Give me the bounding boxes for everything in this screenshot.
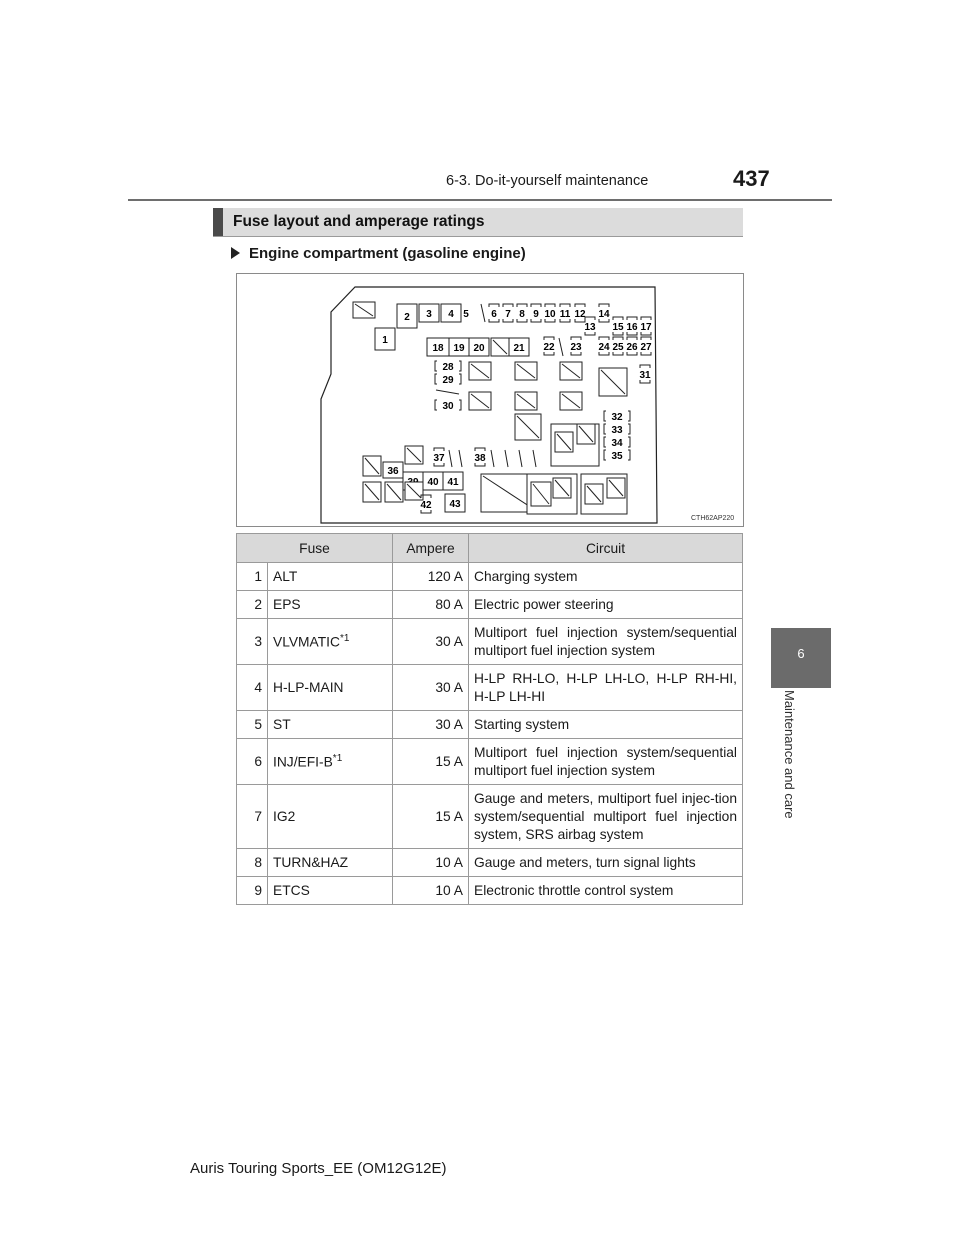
circuit-cell: Starting system	[469, 711, 743, 739]
section-heading: 6-3. Do-it-yourself maintenance	[446, 173, 649, 189]
page-number: 437	[733, 166, 770, 191]
table-row	[237, 711, 743, 739]
fuse-number-label: 16	[626, 322, 638, 333]
circuit-cell: Multiport fuel injection system/sequential multiport fuel injection system	[469, 619, 743, 665]
fuse-name: ALT	[273, 569, 298, 584]
triangle-bullet-icon	[231, 247, 240, 259]
section-title-bar	[213, 208, 743, 237]
chapter-number: 6	[797, 646, 805, 661]
fuse-number-label: 15	[612, 322, 624, 333]
circuit-cell: Multiport fuel injection system/sequential multiport fuel injection system	[469, 739, 743, 785]
fuse-number-cell: 1	[237, 563, 268, 591]
fuse-number-label: 38	[474, 453, 486, 464]
fuse-number-label: 25	[612, 342, 624, 353]
fuse-number-cell: 4	[237, 665, 268, 711]
fuse-number-cell: 6	[237, 739, 268, 785]
fuse-name: TURN&HAZ	[273, 855, 349, 870]
circuit-cell: Electronic throttle control system	[469, 877, 743, 905]
fuse-number-label: 36	[387, 466, 399, 477]
fuse-number-label: 27	[640, 342, 652, 353]
fuse-number-label: 2	[404, 312, 410, 323]
fuse-number-label: 21	[513, 343, 525, 354]
chapter-label	[781, 690, 797, 850]
fuse-name-cell	[268, 591, 393, 619]
circuit-cell: Electric power steering	[469, 591, 743, 619]
fuse-number-label: 33	[611, 425, 623, 436]
fuse-number-label: 29	[442, 375, 454, 386]
fuse-number-cell: 5	[237, 711, 268, 739]
fuse-number-label: 1	[382, 335, 388, 346]
subheading-text: Engine compartment (gasoline engine)	[249, 245, 526, 262]
fuse-name-cell	[268, 665, 393, 711]
table-header-row	[237, 534, 743, 563]
footnote-marker: *1	[339, 633, 350, 645]
fuse-number-label: 40	[427, 477, 439, 488]
fuse-number-label: 17	[640, 322, 652, 333]
fuse-number-label: 32	[611, 412, 623, 423]
ampere-cell: 30 A	[393, 711, 469, 739]
header-rule	[128, 199, 832, 201]
table-row	[237, 849, 743, 877]
fuse-box-figure	[236, 273, 744, 527]
fuse-number-label: 26	[626, 342, 638, 353]
fuse-number-label: 31	[639, 370, 651, 381]
fuse-number-label: 18	[432, 343, 444, 354]
column-header-circuit: Circuit	[469, 534, 743, 563]
fuse-number-cell: 2	[237, 591, 268, 619]
fuse-number-label: 20	[473, 343, 485, 354]
fuse-table	[236, 533, 743, 905]
fuse-number-cell: 8	[237, 849, 268, 877]
fuse-number-label: 13	[584, 322, 596, 333]
fuse-name-cell	[268, 619, 393, 665]
column-header-ampere: Ampere	[393, 534, 469, 563]
ampere-cell: 10 A	[393, 877, 469, 905]
footnote-marker: *1	[332, 753, 343, 765]
fuse-name: ST	[273, 717, 291, 732]
fuse-number-label: 12	[574, 309, 586, 320]
fuse-number-label: 34	[611, 438, 623, 449]
fuse-number-label: 10	[544, 309, 556, 320]
figure-code: CTH62AP220	[691, 515, 735, 522]
column-header-fuse: Fuse	[237, 534, 393, 563]
fuse-number-label: 19	[453, 343, 465, 354]
fuse-number-cell: 7	[237, 785, 268, 849]
fuse-number-label: 4	[448, 309, 454, 320]
ampere-cell: 30 A	[393, 619, 469, 665]
fuse-name-cell	[268, 739, 393, 785]
table-row	[237, 877, 743, 905]
fuse-name: VLVMATIC	[273, 634, 340, 650]
fuse-number-label: 5	[463, 309, 469, 320]
table-row	[237, 785, 743, 849]
ampere-cell: 120 A	[393, 563, 469, 591]
ampere-cell: 10 A	[393, 849, 469, 877]
fuse-number-label: 3	[426, 309, 432, 320]
fuse-box-diagram	[237, 274, 743, 526]
fuse-name: ETCS	[273, 883, 310, 898]
table-row	[237, 591, 743, 619]
fuse-number-label: 14	[598, 309, 610, 320]
fuse-number-label: 6	[491, 309, 497, 320]
fuse-name: IG2	[273, 809, 296, 824]
circuit-cell: Gauge and meters, multiport fuel injec-tion system/sequential multiport fuel injection system, SRS airbag system	[469, 785, 743, 849]
fuse-number-label: 35	[611, 451, 623, 462]
section-title: Fuse layout and amperage ratings	[233, 213, 485, 230]
table-row	[237, 739, 743, 785]
fuse-number-label: 43	[449, 499, 461, 510]
fuse-number-label: 11	[559, 309, 571, 320]
table-row	[237, 665, 743, 711]
fuse-number-label: 9	[533, 309, 539, 320]
fuse-number-label: 8	[519, 309, 525, 320]
ampere-cell: 80 A	[393, 591, 469, 619]
fuse-name-cell	[268, 785, 393, 849]
fuse-number-cell: 3	[237, 619, 268, 665]
fuse-name-cell	[268, 849, 393, 877]
table-row	[237, 563, 743, 591]
fuse-number-label: 28	[442, 362, 454, 373]
fuse-number-label: 30	[442, 401, 454, 412]
fuse-name-cell	[268, 877, 393, 905]
fuse-name-cell	[268, 711, 393, 739]
fuse-number-label: 24	[598, 342, 610, 353]
fuse-number-label: 37	[433, 453, 445, 464]
fuse-name: H-LP-MAIN	[273, 680, 344, 695]
fuse-number-label: 23	[570, 342, 582, 353]
subheading	[231, 245, 526, 262]
circuit-cell: Charging system	[469, 563, 743, 591]
ampere-cell: 15 A	[393, 739, 469, 785]
ampere-cell: 30 A	[393, 665, 469, 711]
circuit-cell: Gauge and meters, turn signal lights	[469, 849, 743, 877]
fuse-number-label: 7	[505, 309, 511, 320]
table-row	[237, 619, 743, 665]
fuse-name: EPS	[273, 597, 301, 612]
fuse-number-cell: 9	[237, 877, 268, 905]
fuse-number-label: 41	[447, 477, 459, 488]
fuse-number-label: 42	[420, 500, 432, 511]
footer-model: Auris Touring Sports_EE (OM12G12E)	[190, 1160, 447, 1177]
circuit-cell: H-LP RH-LO, H-LP LH-LO, H-LP RH-HI, H-LP LH-HI	[469, 665, 743, 711]
ampere-cell: 15 A	[393, 785, 469, 849]
chapter-label-text: Maintenance and care	[782, 690, 797, 819]
section-title-marker	[213, 208, 223, 236]
fuse-name-cell	[268, 563, 393, 591]
fuse-name: INJ/EFI-B	[273, 754, 333, 770]
chapter-tab	[771, 628, 831, 688]
fuse-number-label: 22	[543, 342, 555, 353]
